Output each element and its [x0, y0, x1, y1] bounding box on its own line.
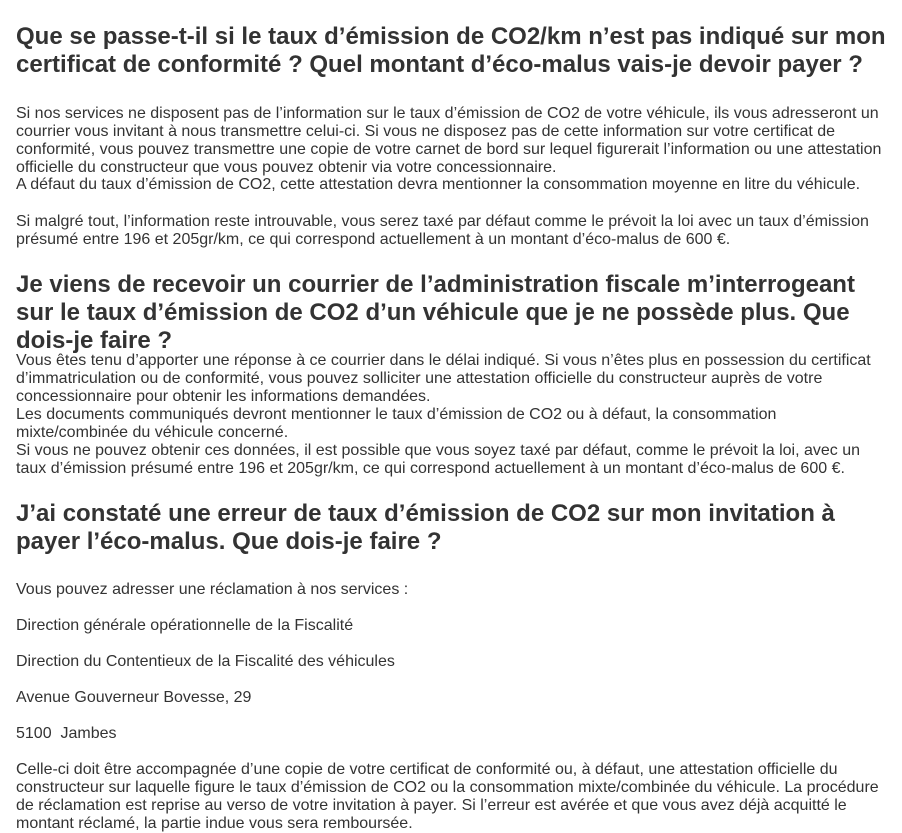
faq-answer-3-conclusion: Celle-ci doit être accompagnée d’une copie de votre certificat de conformité ou, à défaut, une attestation officielle du constructeur sur laquelle figure le taux d’émission de CO2 ou la consommation mixte/combinée du véhicule. La procédure de réclamation est reprise au verso de votre invitation à payer. Si l’erreur est avérée et que vous avez déjà acquitté le montant réclamé, la partie indue vous sera remboursée. — [16, 761, 879, 832]
faq-answer-2-paragraph-3: Si vous ne pouvez obtenir ces données, il est possible que vous soyez taxé par défaut, comme le prévoit la loi, avec un taux d’émission présumé entre 196 et 205gr/km, ce qui correspond actuellement à un montant d’éco-malus de 600 €. — [16, 442, 861, 477]
faq-answer-1-paragraph-2: A défaut du taux d’émission de CO2, cette attestation devra mentionner la consommation moyenne en litre du véhicule. — [16, 176, 861, 193]
address-line-3: Avenue Gouverneur Bovesse, 29 — [16, 689, 252, 706]
faq-question-1: Que se passe-t-il si le taux d’émission de CO2/km n’est pas indiqué sur mon certificat de conformité ? Quel montant d’éco-malus vais-je devoir payer ? — [16, 22, 886, 78]
address-line-2: Direction du Contentieux de la Fiscalité des véhicules — [16, 653, 395, 670]
faq-answer-3-intro: Vous pouvez adresser une réclamation à nos services : — [16, 581, 409, 598]
address-line-1: Direction générale opérationnelle de la Fiscalité — [16, 617, 354, 634]
faq-answer-1-paragraph-3: Si malgré tout, l’information reste introuvable, vous serez taxé par défaut comme le prévoit la loi avec un taux d’émission présumé entre 196 et 205gr/km, ce qui correspond actuellement à un montant d’éco-malus de 600 €. — [16, 213, 869, 248]
faq-answer-1-paragraph-1: Si nos services ne disposent pas de l’information sur le taux d’émission de CO2 de votre véhicule, ils vous adresseront un courrier vous invitant à nous transmettre celui-ci. Si vous ne disposez pas de cette information sur votre certificat de conformité, vous pouvez transmettre une copie de votre carnet de bord sur lequel figurerait l’information ou une attestation officielle du constructeur que vous pouvez obtenir via votre concessionnaire. — [16, 105, 882, 176]
faq-question-2: Je viens de recevoir un courrier de l’administration fiscale m’interrogeant sur le taux d’émission de CO2 d’un véhicule que je ne possède plus. Que dois-je faire ? — [16, 270, 855, 354]
faq-question-3: J’ai constaté une erreur de taux d’émission de CO2 sur mon invitation à payer l’éco-malus. Que dois-je faire ? — [16, 499, 835, 555]
faq-answer-2-paragraph-2: Les documents communiqués devront mentionner le taux d’émission de CO2 ou à défaut, la consommation mixte/combinée du véhicule concerné. — [16, 406, 777, 441]
address-line-4: 5100 Jambes — [16, 725, 117, 742]
faq-answer-2-paragraph-1: Vous êtes tenu d’apporter une réponse à ce courrier dans le délai indiqué. Si vous n’êtes plus en possession du certificat d’immatriculation ou de conformité, vous pouvez solliciter une attestation officielle du constructeur auprès de votre concessionnaire pour obtenir les informations demandées. — [16, 352, 871, 405]
